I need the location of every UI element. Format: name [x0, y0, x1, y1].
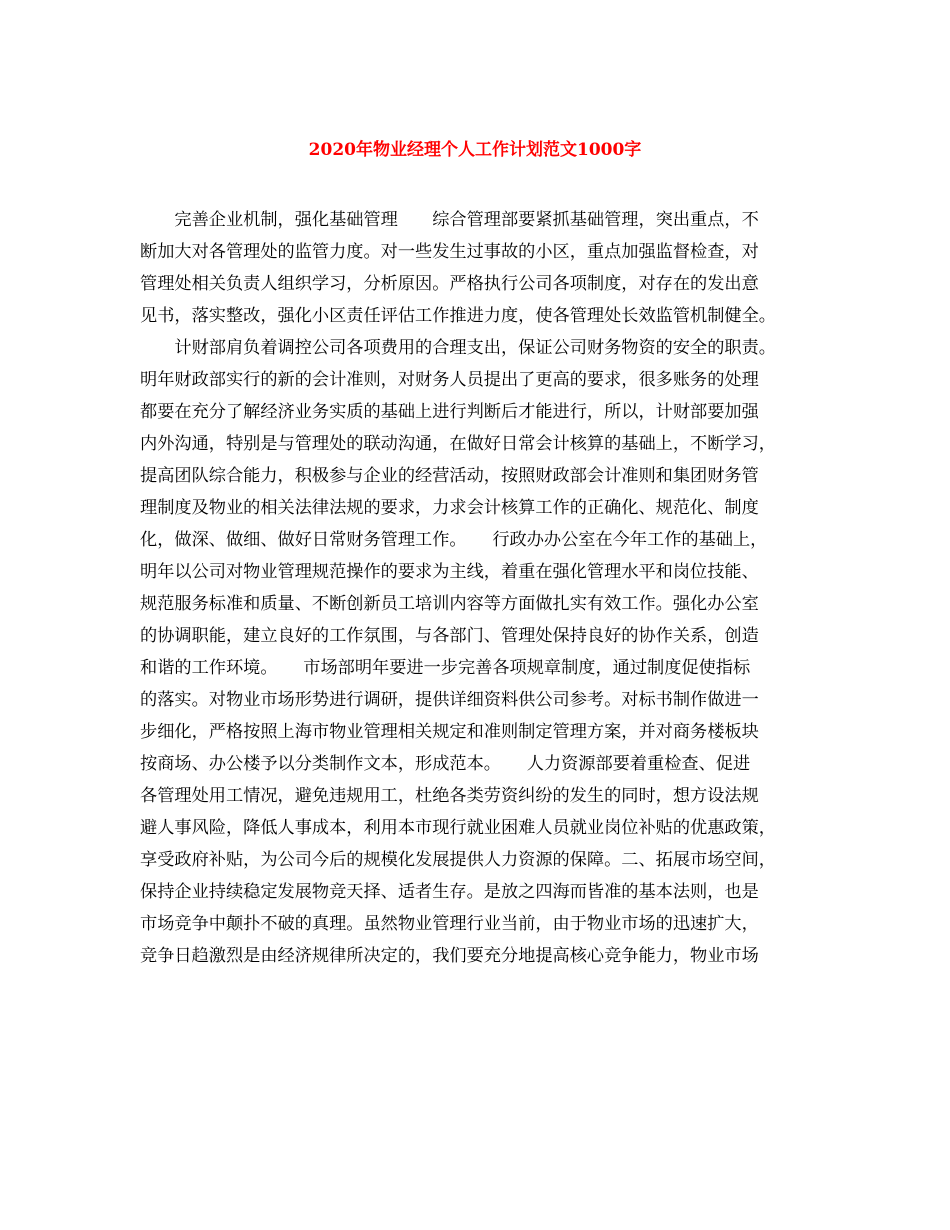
- body-line: 计财部肩负着调控公司各项费用的合理支出，保证公司财务物资的安全的职责。: [140, 338, 776, 358]
- body-line: 理制度及物业的相关法律法规的要求，力求会计核算工作的正确化、规范化、制度: [140, 498, 759, 518]
- body-line: 见书，落实整改，强化小区责任评估工作推进力度，使各管理处长效监管机制健全。: [140, 306, 776, 326]
- body-line: 管理处相关负责人组织学习，分析原因。严格执行公司各项制度，对存在的发出意: [140, 274, 759, 294]
- body-line: 明年以公司对物业管理规范操作的要求为主线，着重在强化管理水平和岗位技能、: [140, 562, 759, 582]
- body-line: 完善企业机制，强化基础管理 综合管理部要紧抓基础管理，突出重点，不: [140, 210, 759, 230]
- body-line: 按商场、办公楼予以分类制作文本，形成范本。 人力资源部要着重检查、促进: [140, 754, 751, 774]
- body-line: 享受政府补贴，为公司今后的规模化发展提供人力资源的保障。二、拓展市场空间，: [140, 850, 776, 870]
- body-line: 步细化，严格按照上海市物业管理相关规定和准则制定管理方案，并对商务楼板块: [140, 722, 759, 742]
- body-line: 保持企业持续稳定发展物竞天择、适者生存。是放之四海而皆准的基本法则，也是: [140, 882, 759, 902]
- body-line: 各管理处用工情况，避免违规用工，杜绝各类劳资纠纷的发生的同时，想方设法规: [140, 786, 759, 806]
- body-line: 都要在充分了解经济业务实质的基础上进行判断后才能进行，所以，计财部要加强: [140, 402, 759, 422]
- body-line: 的协调职能，建立良好的工作氛围，与各部门、管理处保持良好的协作关系，创造: [140, 626, 759, 646]
- body-line: 竞争日趋激烈是由经济规律所决定的，我们要充分地提高核心竞争能力，物业市场: [140, 946, 759, 966]
- body-line: 明年财政部实行的新的会计准则，对财务人员提出了更高的要求，很多账务的处理: [140, 370, 759, 390]
- body-line: 的落实。对物业市场形势进行调研，提供详细资料供公司参考。对标书制作做进一: [140, 690, 759, 710]
- document-body: [140, 204, 820, 972]
- body-line: 内外沟通，特别是与管理处的联动沟通，在做好日常会计核算的基础上，不断学习，: [140, 434, 776, 454]
- body-line: 和谐的工作环境。 市场部明年要进一步完善各项规章制度，通过制度促使指标: [140, 658, 751, 678]
- document-title: 2020年物业经理个人工作计划范文1000字: [308, 140, 642, 160]
- body-line: 断加大对各管理处的监管力度。对一些发生过事故的小区，重点加强监督检查，对: [140, 242, 759, 262]
- body-line: 市场竞争中颠扑不破的真理。虽然物业管理行业当前，由于物业市场的迅速扩大，: [140, 914, 759, 934]
- body-line: 避人事风险，降低人事成本，利用本市现行就业困难人员就业岗位补贴的优惠政策，: [140, 818, 776, 838]
- body-line: 化，做深、做细、做好日常财务管理工作。 行政办办公室在今年工作的基础上，: [140, 530, 768, 550]
- body-line: 提高团队综合能力，积极参与企业的经营活动，按照财政部会计准则和集团财务管: [140, 466, 759, 486]
- body-line: 规范服务标准和质量、不断创新员工培训内容等方面做扎实有效工作。强化办公室: [140, 594, 759, 614]
